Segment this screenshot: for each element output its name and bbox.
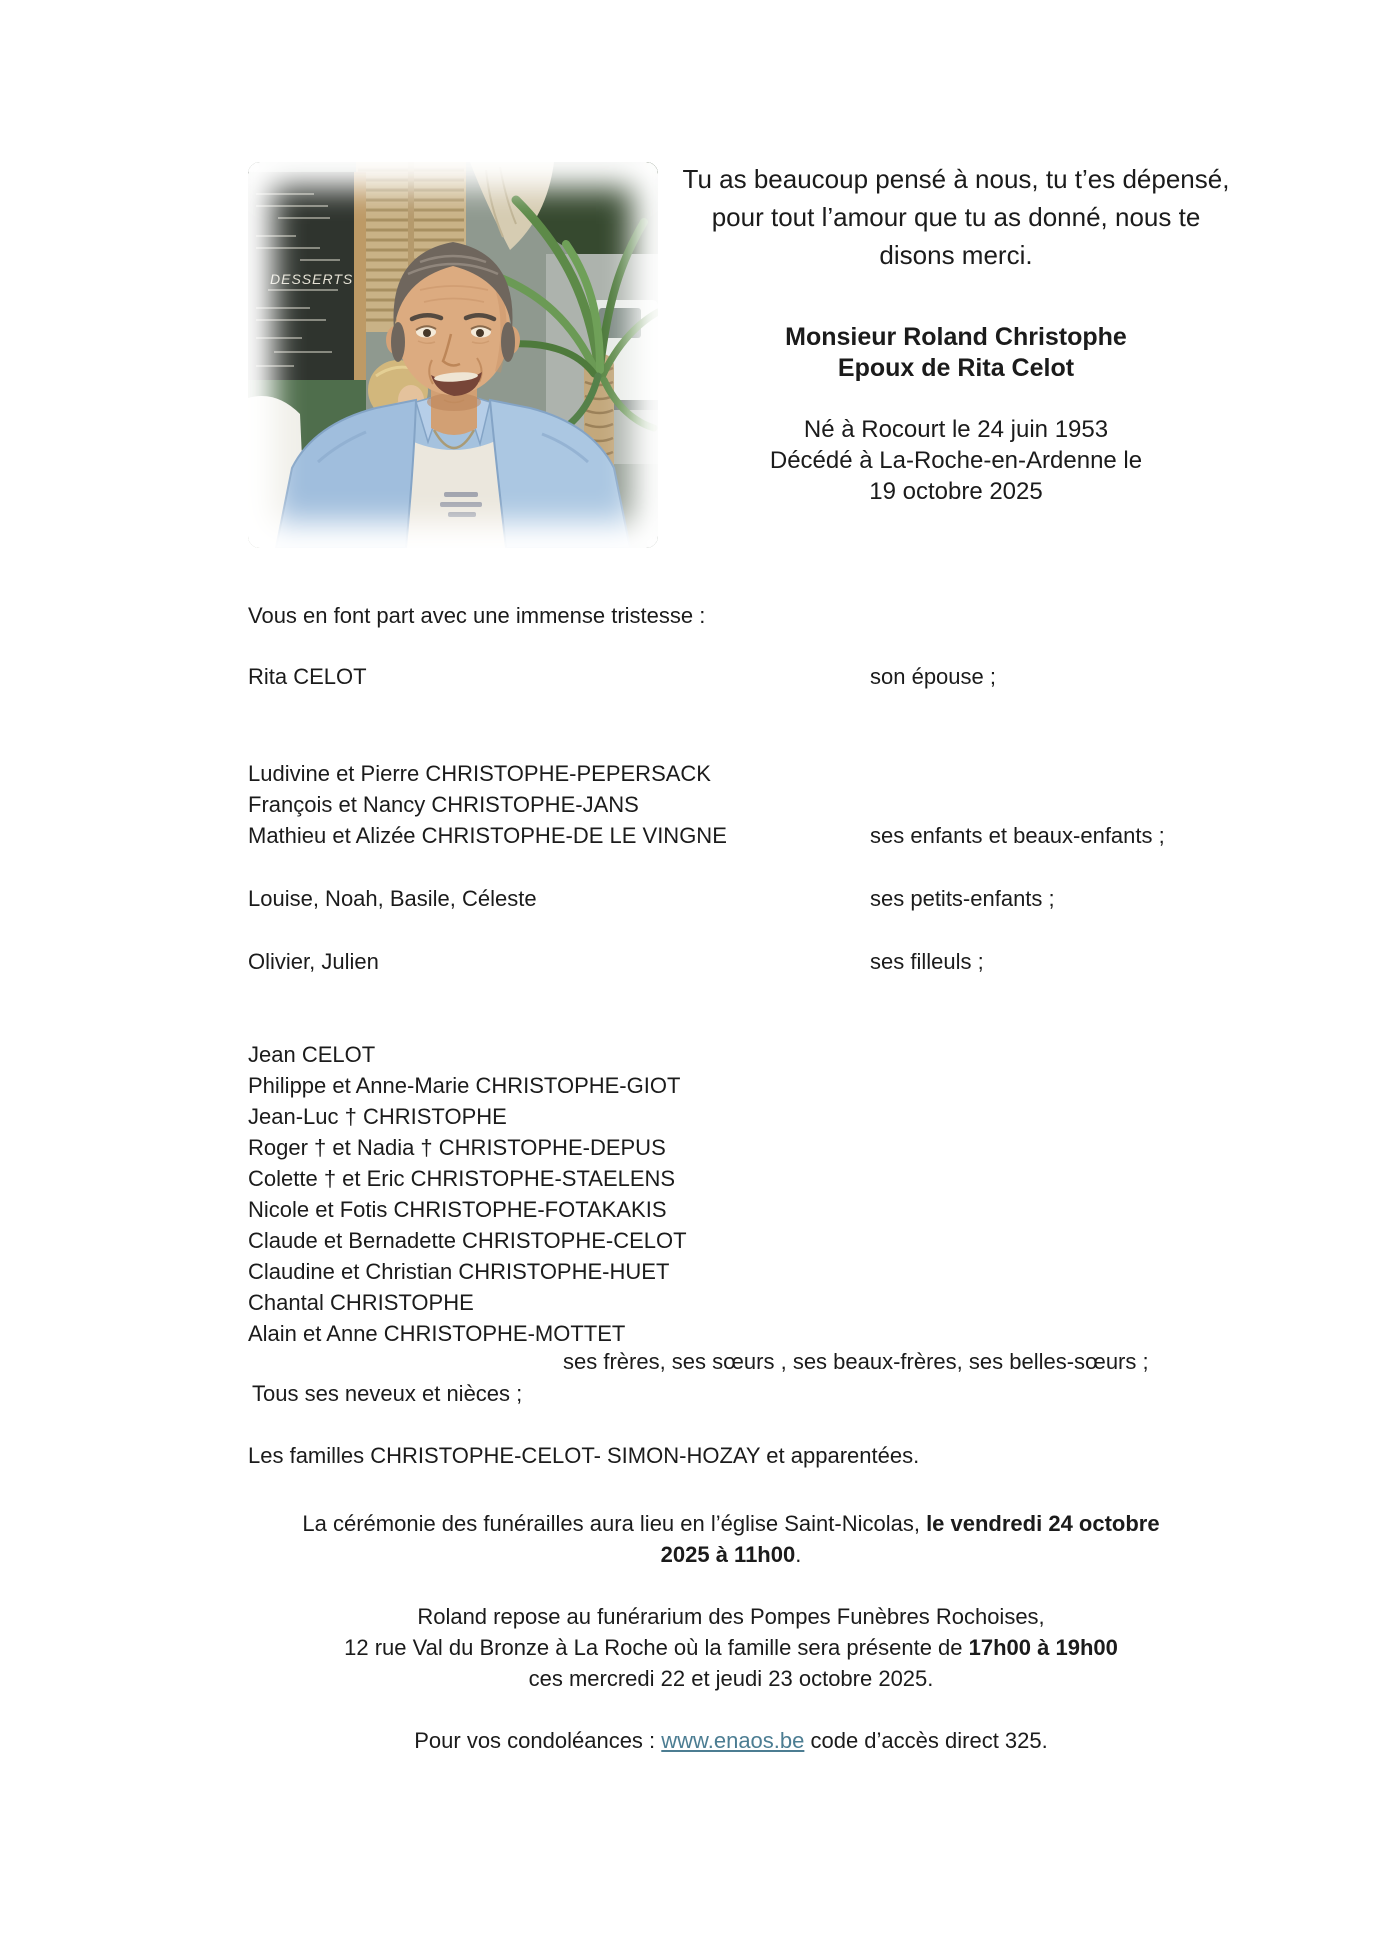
ceremony-line bbox=[241, 1508, 1221, 1539]
epitaph bbox=[652, 160, 1260, 274]
families-line: Les familles CHRISTOPHE-CELOT- SIMON-HOZAY et apparentées. bbox=[248, 1443, 920, 1468]
epitaph-line: Tu as beaucoup pensé à nous, tu t’es dépensé, bbox=[682, 164, 1230, 194]
vital-dates-block bbox=[652, 414, 1260, 507]
mourner-name: Rita CELOT bbox=[248, 664, 367, 689]
epitaph-line: pour tout l’amour que tu as donné, nous te bbox=[711, 202, 1201, 232]
ceremony-text: La cérémonie des funérailles aura lieu en l’église Saint-Nicolas, bbox=[302, 1511, 927, 1536]
sibling-name: Philippe et Anne-Marie CHRISTOPHE-GIOT bbox=[248, 1073, 681, 1098]
announcement-intro: Vous en font part avec une immense tristesse : bbox=[248, 603, 706, 628]
ceremony-time-bold: 2025 à 11h00 bbox=[660, 1542, 796, 1567]
sibling-name: Nicole et Fotis CHRISTOPHE-FOTAKAKIS bbox=[248, 1197, 667, 1222]
mourner-name: Mathieu et Alizée CHRISTOPHE-DE LE VINGNE bbox=[248, 823, 727, 848]
mourner-name: Olivier, Julien bbox=[248, 949, 379, 974]
siblings-list bbox=[248, 1039, 687, 1349]
mourner-row-children bbox=[248, 758, 1258, 851]
portrait-photo-illustration bbox=[248, 162, 658, 548]
mourner-row-spouse bbox=[248, 661, 1258, 692]
sibling-name: Chantal CHRISTOPHE bbox=[248, 1290, 474, 1315]
mourner-name: Ludivine et Pierre CHRISTOPHE-PEPERSACK bbox=[248, 761, 711, 786]
sibling-name: Claudine et Christian CHRISTOPHE-HUET bbox=[248, 1259, 670, 1284]
condolences-line bbox=[241, 1725, 1221, 1756]
ceremony-date-bold: le vendredi 24 octobre bbox=[926, 1511, 1160, 1536]
birth-line: Né à Rocourt le 24 juin 1953 bbox=[803, 416, 1109, 443]
relation-label: ses filleuls ; bbox=[870, 949, 984, 974]
repose-line: ces mercredi 22 et jeudi 23 octobre 2025. bbox=[528, 1666, 934, 1691]
condolences-prefix: Pour vos condoléances : bbox=[414, 1728, 662, 1753]
mourner-name: François et Nancy CHRISTOPHE-JANS bbox=[248, 792, 639, 817]
repose-address: 12 rue Val du Bronze à La Roche où la famille sera présente de bbox=[344, 1635, 969, 1660]
nieces-line: Tous ses neveux et nièces ; bbox=[252, 1381, 523, 1406]
condolences-link[interactable]: www.enaos.be bbox=[661, 1728, 805, 1753]
sibling-name: Jean-Luc † CHRISTOPHE bbox=[248, 1104, 507, 1129]
ceremony-period: . bbox=[795, 1542, 802, 1567]
sibling-name: Jean CELOT bbox=[248, 1042, 376, 1067]
repose-line bbox=[241, 1632, 1221, 1663]
ceremony-paragraph bbox=[241, 1508, 1221, 1570]
repose-hours-bold: 17h00 à 19h00 bbox=[968, 1635, 1118, 1660]
mourner-row-godchildren bbox=[248, 946, 1258, 977]
portrait-photo bbox=[248, 162, 658, 548]
relation-label: ses petits-enfants ; bbox=[870, 886, 1055, 911]
sibling-name: Colette † et Eric CHRISTOPHE-STAELENS bbox=[248, 1166, 676, 1191]
siblings-relation-label: ses frères, ses sœurs , ses beaux-frères, ses belles-sœurs ; bbox=[563, 1349, 1149, 1374]
sibling-name: Roger † et Nadia † CHRISTOPHE-DEPUS bbox=[248, 1135, 666, 1160]
relation-label: son épouse ; bbox=[870, 664, 996, 689]
relation-label: ses enfants et beaux-enfants ; bbox=[870, 823, 1165, 848]
deceased-name-block bbox=[652, 322, 1260, 384]
epitaph-line: disons merci. bbox=[879, 240, 1033, 270]
deceased-spouse-line: Epoux de Rita Celot bbox=[837, 354, 1075, 382]
chalkboard-word: DESSERTS bbox=[270, 271, 354, 287]
death-date-line: 19 octobre 2025 bbox=[869, 478, 1043, 505]
sibling-name: Alain et Anne CHRISTOPHE-MOTTET bbox=[248, 1321, 626, 1346]
repose-line: Roland repose au funérarium des Pompes Funèbres Rochoises, bbox=[417, 1604, 1045, 1629]
mourner-name: Louise, Noah, Basile, Céleste bbox=[248, 886, 537, 911]
condolences-suffix: code d’accès direct 325. bbox=[804, 1728, 1048, 1753]
mourner-row-grandchildren bbox=[248, 883, 1258, 914]
repose-paragraph bbox=[241, 1601, 1221, 1694]
death-line: Décédé à La-Roche-en-Ardenne le bbox=[769, 447, 1143, 474]
sibling-name: Claude et Bernadette CHRISTOPHE-CELOT bbox=[248, 1228, 687, 1253]
ceremony-line bbox=[241, 1539, 1221, 1570]
deceased-name: Monsieur Roland Christophe bbox=[785, 323, 1127, 351]
